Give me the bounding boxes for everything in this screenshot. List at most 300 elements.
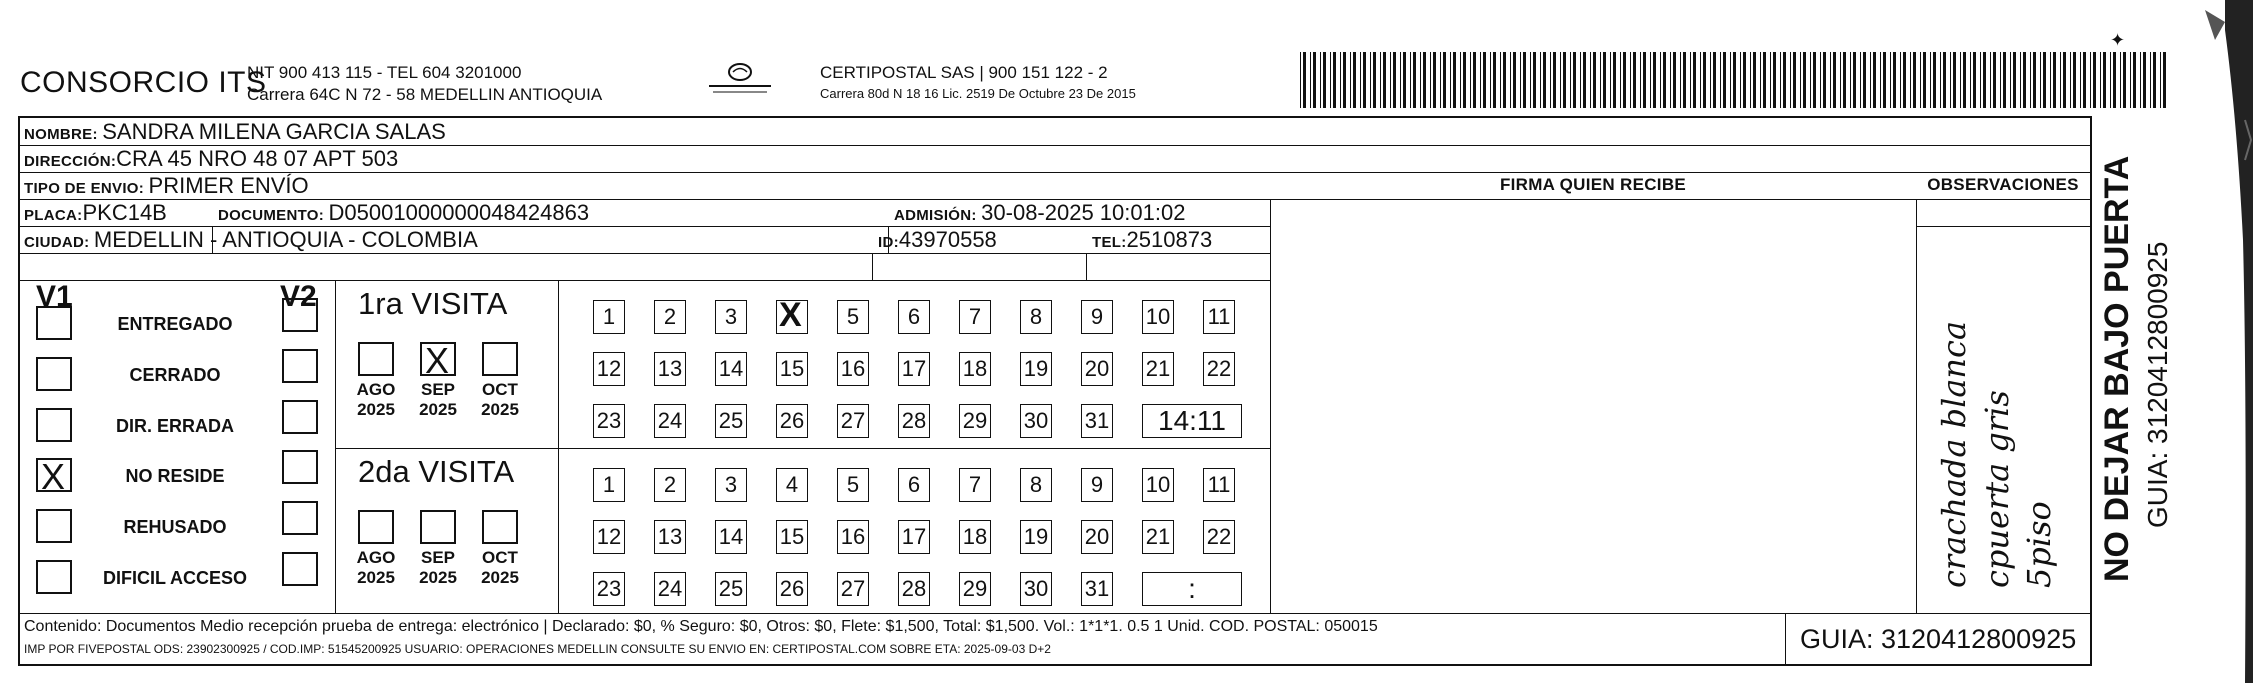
- day-box[interactable]: [898, 572, 930, 606]
- day-number: 23: [596, 408, 622, 433]
- day-box[interactable]: [1142, 520, 1174, 554]
- barcode-bar: [1490, 52, 1491, 108]
- barcode-bar: [1773, 52, 1776, 108]
- day-number: 24: [657, 408, 683, 433]
- month-checkbox-2[interactable]: [482, 510, 518, 544]
- day-box[interactable]: [776, 572, 808, 606]
- day-box[interactable]: [898, 300, 930, 334]
- barcode-bar: [1513, 52, 1516, 108]
- barcode-bar: [1453, 52, 1456, 108]
- barcode-bar: [1570, 52, 1571, 108]
- day-box[interactable]: [1020, 520, 1052, 554]
- day-number: 28: [901, 408, 927, 433]
- day-box[interactable]: [776, 296, 808, 334]
- day-box[interactable]: [1203, 352, 1235, 386]
- barcode-bar: [1963, 52, 1966, 108]
- side-guia: GUIA: 3120412800925: [2142, 241, 2173, 528]
- barcode-bar: [1493, 52, 1496, 108]
- day-number: 3: [724, 472, 738, 497]
- barcode-bar: [2093, 52, 2096, 108]
- barcode-bar: [1373, 52, 1376, 108]
- year-label: 2025: [419, 400, 457, 419]
- day-box[interactable]: [837, 520, 869, 554]
- day-box[interactable]: [1081, 572, 1113, 606]
- v2-checkbox-3[interactable]: [282, 450, 318, 484]
- day-box[interactable]: [898, 520, 930, 554]
- day-box[interactable]: [1081, 300, 1113, 334]
- firma-header: FIRMA QUIEN RECIBE: [1499, 175, 1687, 194]
- barcode-bar: [1423, 52, 1426, 108]
- observacion-line-1: crachada blanca: [1935, 320, 1973, 588]
- barcode-bar: [2140, 52, 2141, 108]
- v2-checkbox-5[interactable]: [282, 552, 318, 586]
- day-box[interactable]: [654, 468, 686, 502]
- status-label: REHUSADO: [123, 517, 227, 537]
- v2-header: V2: [280, 280, 317, 313]
- day-number: 16: [840, 356, 866, 381]
- barcode-bar: [1483, 52, 1486, 108]
- day-box[interactable]: [1081, 404, 1113, 438]
- barcode-bar: [1640, 52, 1641, 108]
- day-box[interactable]: [837, 404, 869, 438]
- day-number: 23: [596, 576, 622, 601]
- status-label: DIFICIL ACCESO: [102, 568, 247, 588]
- barcode-bar: [1510, 52, 1511, 108]
- barcode-bar: [2110, 52, 2111, 108]
- day-box[interactable]: [1081, 352, 1113, 386]
- barcode-bar: [1470, 52, 1471, 108]
- day-number: 7: [968, 304, 982, 329]
- v2-checkbox-1[interactable]: [282, 349, 318, 383]
- direccion-value: CRA 45 NRO 48 07 APT 503: [116, 146, 399, 171]
- observacion-line-2: cpuerta gris: [1978, 390, 2016, 588]
- placa-label: PLACA:: [24, 207, 83, 224]
- day-number: 27: [840, 576, 866, 601]
- year-label: 2025: [357, 568, 395, 587]
- barcode-bar: [2013, 52, 2016, 108]
- time-box[interactable]: :: [1142, 572, 1242, 606]
- day-box[interactable]: [593, 404, 625, 438]
- barcode-bar: [2090, 52, 2091, 108]
- day-number: 8: [1029, 472, 1043, 497]
- barcode-bar: [1743, 52, 1746, 108]
- barcode-bar: [2053, 52, 2056, 108]
- barcode-bar: [1540, 52, 1541, 108]
- v2-checkbox-2[interactable]: [282, 400, 318, 434]
- barcode-bar: [1880, 52, 1881, 108]
- day-box[interactable]: [959, 404, 991, 438]
- company-address: Carrera 64C N 72 - 58 MEDELLIN ANTIOQUIA: [247, 85, 603, 104]
- v1-checkbox-4[interactable]: [36, 509, 72, 543]
- year-label: 2025: [481, 568, 519, 587]
- observaciones-header: OBSERVACIONES: [1927, 175, 2079, 194]
- day-number: 22: [1206, 524, 1232, 549]
- v1-checkbox-3[interactable]: [36, 458, 72, 492]
- day-number: 21: [1145, 356, 1171, 381]
- day-box[interactable]: [654, 352, 686, 386]
- day-box[interactable]: [654, 300, 686, 334]
- barcode-bar: [1930, 52, 1931, 108]
- day-number: 18: [962, 524, 988, 549]
- day-number: 7: [968, 472, 982, 497]
- month-checkbox-0[interactable]: [358, 342, 394, 376]
- carrier-name: CERTIPOSTAL SAS | 900 151 122 - 2: [820, 63, 1108, 82]
- day-number: 22: [1206, 356, 1232, 381]
- day-box[interactable]: [1142, 468, 1174, 502]
- barcode-bar: [1400, 52, 1401, 108]
- day-box[interactable]: [776, 404, 808, 438]
- barcode-bar: [1560, 52, 1561, 108]
- barcode-bar: [1380, 52, 1381, 108]
- day-box[interactable]: [959, 352, 991, 386]
- day-number: 12: [596, 524, 622, 549]
- day-box[interactable]: [1020, 352, 1052, 386]
- month-label: AGO: [356, 548, 396, 567]
- direccion-label: DIRECCIÓN:: [24, 153, 117, 170]
- status-label: CERRADO: [129, 365, 221, 385]
- barcode-bar: [2120, 52, 2121, 108]
- day-number: 29: [962, 576, 988, 601]
- v1-checkbox-0[interactable]: [36, 306, 72, 340]
- barcode-bar: [1430, 52, 1431, 108]
- day-number: 13: [657, 356, 683, 381]
- barcode-bar: [1863, 52, 1866, 108]
- admision-label: ADMISIÓN:: [894, 207, 977, 224]
- day-box[interactable]: [715, 352, 747, 386]
- tel-value: 2510873: [1126, 227, 1213, 252]
- day-number: 5: [846, 304, 860, 329]
- barcode-bar: [1440, 52, 1441, 108]
- day-number: 17: [901, 524, 927, 549]
- day-number: 6: [907, 304, 921, 329]
- documento-label: DOCUMENTO:: [218, 207, 325, 224]
- day-box[interactable]: [1020, 468, 1052, 502]
- v1-header: V1: [36, 280, 73, 313]
- day-box[interactable]: [1020, 572, 1052, 606]
- barcode-bar: [1823, 52, 1826, 108]
- day-number: 18: [962, 356, 988, 381]
- day-number: 10: [1145, 304, 1171, 329]
- day-number: 15: [779, 524, 805, 549]
- day-box[interactable]: [959, 468, 991, 502]
- barcode-bar: [1870, 52, 1871, 108]
- day-box[interactable]: [593, 468, 625, 502]
- barcode-bar: [2050, 52, 2051, 108]
- day-box[interactable]: [654, 520, 686, 554]
- barcode-bar: [1350, 52, 1351, 108]
- barcode-bar: [1943, 52, 1946, 108]
- barcode-bar: [1393, 52, 1396, 108]
- barcode-bar: [1703, 52, 1706, 108]
- day-box[interactable]: [1142, 300, 1174, 334]
- barcode-bar: [1503, 52, 1506, 108]
- day-box[interactable]: [776, 468, 808, 502]
- barcode-bar: [1573, 52, 1576, 108]
- day-number: 15: [779, 356, 805, 381]
- barcode-bar: [1830, 52, 1831, 108]
- barcode-bar: [2103, 52, 2106, 108]
- day-number: 2: [663, 304, 677, 329]
- barcode-bar: [1653, 52, 1656, 108]
- day-box[interactable]: [1142, 352, 1174, 386]
- month-checkbox-1[interactable]: [420, 342, 456, 376]
- v1-checkbox-1[interactable]: [36, 357, 72, 391]
- barcode-bar: [1890, 52, 1891, 108]
- scan-edge-shadow: [2185, 0, 2253, 683]
- barcode-bar: [1903, 52, 1906, 108]
- barcode-bar: [2010, 52, 2011, 108]
- day-box[interactable]: [959, 520, 991, 554]
- v2-checkbox-4[interactable]: [282, 501, 318, 535]
- barcode-bar: [1633, 52, 1636, 108]
- barcode-bar: [1323, 52, 1326, 108]
- tipo-envio-value: PRIMER ENVÍO: [148, 173, 309, 198]
- barcode-bar: [1673, 52, 1676, 108]
- day-box[interactable]: [837, 468, 869, 502]
- barcode-bar: [1740, 52, 1741, 108]
- carrier-address: Carrera 80d N 18 16 Lic. 2519 De Octubre 23 De 2015: [820, 86, 1136, 101]
- day-number: 5: [846, 472, 860, 497]
- barcode-bar: [1520, 52, 1521, 108]
- day-box[interactable]: [593, 572, 625, 606]
- barcode-bar: [1583, 52, 1586, 108]
- id-value: 43970558: [898, 227, 997, 252]
- barcode-bar: [2020, 52, 2021, 108]
- barcode-bar: [1313, 52, 1316, 108]
- day-number: 25: [718, 576, 744, 601]
- day-box[interactable]: [715, 572, 747, 606]
- month-checkbox-1[interactable]: [420, 510, 456, 544]
- day-number: 12: [596, 356, 622, 381]
- barcode-bar: [1810, 52, 1811, 108]
- barcode-bar: [2070, 52, 2071, 108]
- day-box[interactable]: [898, 352, 930, 386]
- barcode-bar: [2000, 52, 2001, 108]
- barcode-bar: [1670, 52, 1671, 108]
- time-box[interactable]: 14:11: [1142, 404, 1242, 438]
- barcode-bar: [1413, 52, 1416, 108]
- barcode-bar: [1623, 52, 1626, 108]
- v1-checkbox-5[interactable]: [36, 560, 72, 594]
- ciudad-label: CIUDAD:: [24, 234, 90, 251]
- ciudad-value: MEDELLIN - ANTIOQUIA - COLOMBIA: [93, 227, 478, 252]
- month-checkbox-0[interactable]: [358, 510, 394, 544]
- admision-value: 30-08-2025 10:01:02: [981, 200, 1186, 225]
- month-label: SEP: [420, 380, 456, 399]
- day-number: 26: [779, 576, 805, 601]
- barcode-bar: [1760, 52, 1761, 108]
- barcode-bar: [1410, 52, 1411, 108]
- day-number: 11: [1207, 304, 1231, 329]
- year-label: 2025: [357, 400, 395, 419]
- barcode-bar: [2030, 52, 2031, 108]
- barcode-bar: [1403, 52, 1406, 108]
- status-label: DIR. ERRADA: [115, 416, 234, 436]
- barcode-bar: [1780, 52, 1781, 108]
- day-number: 31: [1084, 408, 1110, 433]
- day-box[interactable]: [715, 300, 747, 334]
- barcode-bar: [1690, 52, 1691, 108]
- barcode-bar: [1950, 52, 1951, 108]
- status-label: ENTREGADO: [117, 314, 233, 334]
- day-number: 21: [1145, 524, 1171, 549]
- day-box[interactable]: [898, 404, 930, 438]
- nombre-label: NOMBRE:: [24, 126, 98, 143]
- corner-mark: ✦: [2110, 30, 2126, 50]
- documento-value: D05001000000048424863: [328, 200, 590, 225]
- day-number: 10: [1145, 472, 1171, 497]
- barcode-bar: [1450, 52, 1451, 108]
- barcode-bar: [1303, 52, 1306, 108]
- month-checkbox-2[interactable]: [482, 342, 518, 376]
- barcode-bar: [1550, 52, 1551, 108]
- barcode-bar: [1920, 52, 1921, 108]
- barcode-bar: [2163, 52, 2166, 108]
- day-box[interactable]: [654, 572, 686, 606]
- day-box[interactable]: [959, 572, 991, 606]
- barcode-bar: [2160, 52, 2161, 108]
- barcode-bar: [1970, 52, 1971, 108]
- day-box[interactable]: [776, 520, 808, 554]
- day-box[interactable]: [1020, 300, 1052, 334]
- barcode-bar: [1433, 52, 1436, 108]
- day-number: 6: [907, 472, 921, 497]
- barcode-bar: [1800, 52, 1801, 108]
- barcode-bar: [1680, 52, 1681, 108]
- day-number: 9: [1090, 472, 1104, 497]
- day-number: 20: [1084, 524, 1110, 549]
- barcode-bar: [1473, 52, 1476, 108]
- barcode-bar: [1763, 52, 1766, 108]
- day-box[interactable]: [1203, 520, 1235, 554]
- day-number: 9: [1090, 304, 1104, 329]
- day-box[interactable]: [1203, 300, 1235, 334]
- v1-checkbox-2[interactable]: [36, 408, 72, 442]
- barcode-bar: [1730, 52, 1731, 108]
- footer-guia: GUIA: 3120412800925: [1800, 624, 2077, 654]
- barcode-bar: [1353, 52, 1356, 108]
- month-label: OCT: [482, 380, 518, 399]
- day-number: 2: [663, 472, 677, 497]
- day-number: 16: [840, 524, 866, 549]
- day-number: 27: [840, 408, 866, 433]
- barcode-bar: [2143, 52, 2146, 108]
- barcode-bar: [1620, 52, 1621, 108]
- barcode-bar: [1343, 52, 1346, 108]
- barcode-bar: [1543, 52, 1546, 108]
- day-number: 29: [962, 408, 988, 433]
- barcode-bar: [2033, 52, 2036, 108]
- day-box[interactable]: [1203, 468, 1235, 502]
- day-box[interactable]: [1020, 404, 1052, 438]
- day-box[interactable]: [593, 300, 625, 334]
- barcode-bar: [2130, 52, 2131, 108]
- barcode-bar: [1683, 52, 1686, 108]
- barcode-bar: [1933, 52, 1936, 108]
- company-nit: NIT 900 413 115 - TEL 604 3201000: [247, 63, 522, 82]
- barcode-bar: [2100, 52, 2101, 108]
- day-box[interactable]: [837, 300, 869, 334]
- barcode: [1300, 52, 2175, 108]
- barcode-bar: [1650, 52, 1651, 108]
- day-number: 28: [901, 576, 927, 601]
- barcode-bar: [1700, 52, 1701, 108]
- observacion-line-3: 5piso: [2020, 501, 2058, 588]
- barcode-bar: [1333, 52, 1336, 108]
- barcode-bar: [1790, 52, 1791, 108]
- footer-contenido: Contenido: Documentos Medio recepción prueba de entrega: electrónico | Declarado: $0, % Seguro: $0, Otros: $0, Flete: $1,500, Total: $1,500. Vol.: 1*1*1. 0.5 1 Unid. COD. POSTAL: 050015: [24, 618, 1378, 635]
- barcode-bar: [1693, 52, 1696, 108]
- barcode-bar: [1610, 52, 1611, 108]
- day-box[interactable]: [1081, 520, 1113, 554]
- month-label: AGO: [356, 380, 396, 399]
- day-number: 14: [718, 524, 744, 549]
- day-box[interactable]: [654, 404, 686, 438]
- day-number: 24: [657, 576, 683, 601]
- day-box[interactable]: [776, 352, 808, 386]
- day-box[interactable]: [837, 572, 869, 606]
- v2-checkbox-0[interactable]: [282, 298, 318, 332]
- barcode-bar: [1603, 52, 1606, 108]
- status-label: NO RESIDE: [125, 466, 225, 486]
- barcode-bar: [2060, 52, 2061, 108]
- barcode-bar: [1593, 52, 1596, 108]
- barcode-bar: [1390, 52, 1391, 108]
- barcode-bar: [1530, 52, 1531, 108]
- barcode-bar: [1860, 52, 1861, 108]
- day-box[interactable]: [593, 352, 625, 386]
- visit-title: 2da VISITA: [358, 454, 515, 489]
- day-box[interactable]: [593, 520, 625, 554]
- barcode-bar: [1940, 52, 1941, 108]
- barcode-bar: [1463, 52, 1466, 108]
- day-number: 1: [602, 304, 616, 329]
- barcode-bar: [2043, 52, 2046, 108]
- day-number: 8: [1029, 304, 1043, 329]
- barcode-bar: [2023, 52, 2026, 108]
- barcode-bar: [1660, 52, 1661, 108]
- barcode-bar: [1330, 52, 1331, 108]
- day-box[interactable]: [898, 468, 930, 502]
- barcode-bar: [1480, 52, 1481, 108]
- barcode-bar: [2153, 52, 2156, 108]
- day-box[interactable]: [715, 520, 747, 554]
- barcode-bar: [2073, 52, 2076, 108]
- day-box[interactable]: [1081, 468, 1113, 502]
- day-number: 3: [724, 304, 738, 329]
- day-box[interactable]: [959, 300, 991, 334]
- day-box[interactable]: [837, 352, 869, 386]
- barcode-bar: [1720, 52, 1721, 108]
- day-number: 25: [718, 408, 744, 433]
- day-number: 30: [1023, 576, 1049, 601]
- side-warning: NO DEJAR BAJO PUERTA: [2098, 155, 2136, 582]
- barcode-bar: [1923, 52, 1926, 108]
- day-number: 26: [779, 408, 805, 433]
- barcode-bar: [1973, 52, 1976, 108]
- barcode-bar: [1500, 52, 1501, 108]
- barcode-bar: [1443, 52, 1446, 108]
- barcode-bar: [1360, 52, 1361, 108]
- barcode-bar: [2133, 52, 2136, 108]
- barcode-bar: [1900, 52, 1901, 108]
- barcode-bar: [2150, 52, 2151, 108]
- barcode-bar: [1663, 52, 1666, 108]
- day-box[interactable]: [715, 404, 747, 438]
- barcode-bar: [1843, 52, 1846, 108]
- day-box[interactable]: [715, 468, 747, 502]
- tipo-envio-label: TIPO DE ENVIO:: [24, 180, 145, 197]
